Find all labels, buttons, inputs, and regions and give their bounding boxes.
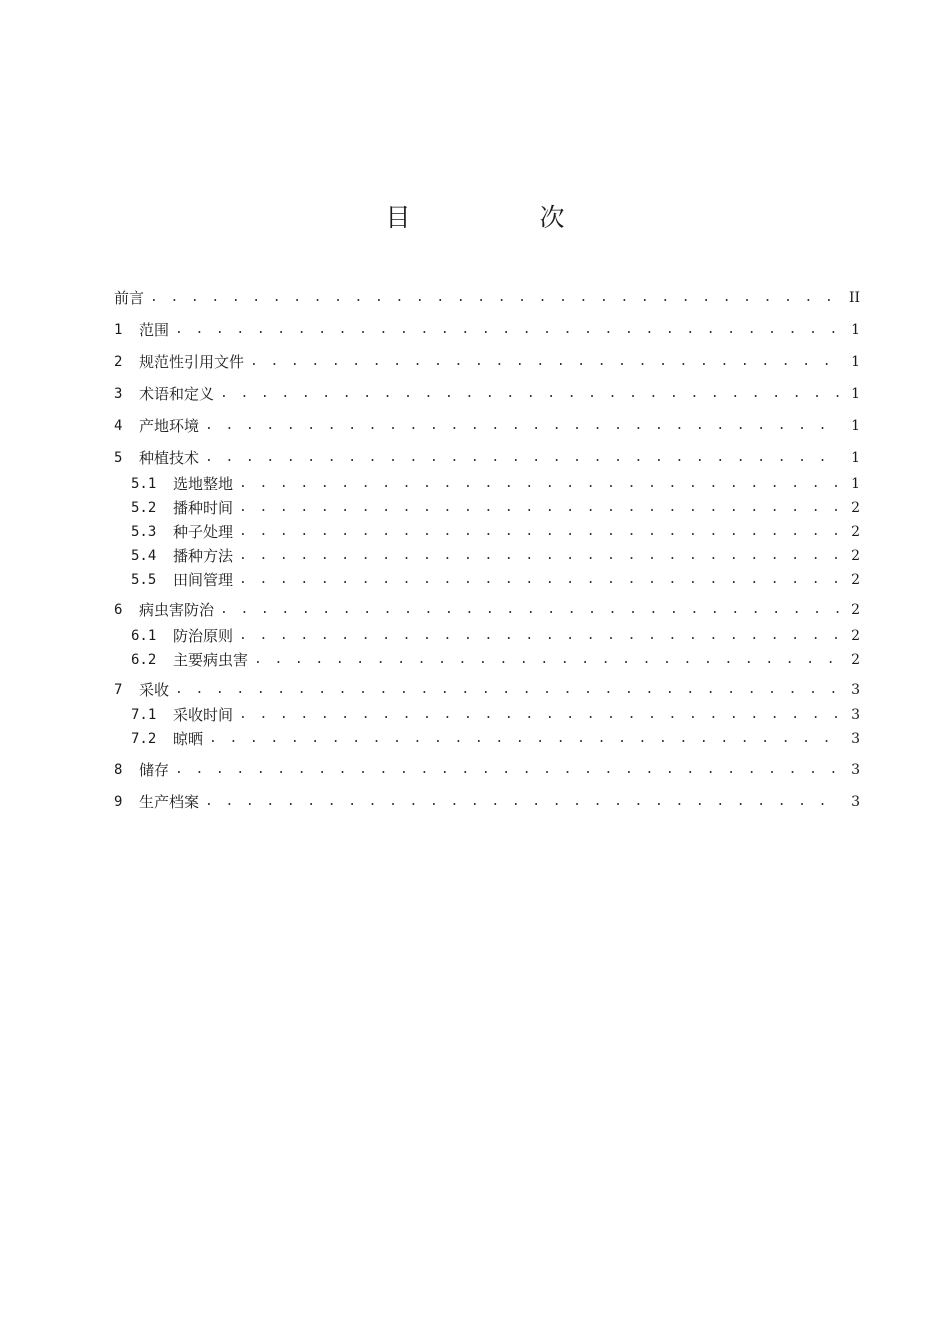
toc-label: 田间管理 <box>173 571 234 589</box>
toc-number: 9 <box>114 794 123 810</box>
toc-leader <box>175 758 842 782</box>
toc-label: 防治原则 <box>173 627 234 645</box>
toc-leader <box>150 286 842 310</box>
toc-number: 3 <box>114 386 123 402</box>
toc-entry[interactable] <box>114 446 860 470</box>
toc-page: 2 <box>851 628 860 644</box>
toc-page: 1 <box>851 322 860 338</box>
toc-label: 晾晒 <box>173 730 204 748</box>
toc-label: 播种时间 <box>173 499 234 517</box>
toc-label: 产地环境 <box>139 417 200 435</box>
toc-leader <box>205 414 842 438</box>
toc-subentry[interactable] <box>131 472 860 496</box>
toc-page: 2 <box>851 652 860 668</box>
toc-page: II <box>848 290 860 306</box>
toc-page: 1 <box>851 450 860 466</box>
toc-leader <box>239 703 842 727</box>
toc-entry[interactable] <box>114 790 860 814</box>
toc-entry[interactable] <box>114 350 860 374</box>
toc-number: 6.1 <box>131 628 157 644</box>
toc-page: 2 <box>851 548 860 564</box>
toc-label: 前言 <box>114 289 145 307</box>
toc-label: 病虫害防治 <box>139 601 215 619</box>
toc-page: 2 <box>851 524 860 540</box>
toc-label: 生产档案 <box>139 793 200 811</box>
toc-subentry[interactable] <box>131 520 860 544</box>
toc-leader <box>254 648 842 672</box>
toc-leader <box>239 624 842 648</box>
toc-number: 7.1 <box>131 707 157 723</box>
toc-label: 术语和定义 <box>139 385 215 403</box>
toc-number: 7.2 <box>131 731 157 747</box>
toc-number: 5.5 <box>131 572 157 588</box>
toc-label: 采收时间 <box>173 706 234 724</box>
toc-leader <box>209 727 842 751</box>
page-title: 目 次 <box>385 203 617 232</box>
toc-label: 主要病虫害 <box>173 651 249 669</box>
toc-number: 4 <box>114 418 123 434</box>
toc-number: 7 <box>114 682 123 698</box>
toc-subentry[interactable] <box>131 648 860 672</box>
toc-leader <box>220 382 842 406</box>
toc-page: 2 <box>851 602 860 618</box>
toc-leader <box>239 472 842 496</box>
toc-entry[interactable] <box>114 382 860 406</box>
toc-page: 2 <box>851 500 860 516</box>
toc-subentry[interactable] <box>131 703 860 727</box>
toc-number: 5.1 <box>131 476 157 492</box>
toc-number: 1 <box>114 322 123 338</box>
toc-leader <box>205 446 842 470</box>
toc-page: 3 <box>851 762 860 778</box>
toc-page: 1 <box>851 418 860 434</box>
toc-number: 5.2 <box>131 500 157 516</box>
toc-page: 3 <box>851 707 860 723</box>
toc-subentry[interactable] <box>131 624 860 648</box>
toc-entry[interactable] <box>114 598 860 622</box>
toc-entry[interactable] <box>114 286 860 310</box>
toc-page: 2 <box>851 572 860 588</box>
toc-leader <box>205 790 842 814</box>
toc-leader <box>175 678 842 702</box>
toc-leader <box>250 350 842 374</box>
toc-leader <box>239 568 842 592</box>
toc-leader <box>175 318 842 342</box>
toc-number: 6 <box>114 602 123 618</box>
toc-subentry[interactable] <box>131 727 860 751</box>
toc-entry[interactable] <box>114 678 860 702</box>
toc-number: 5.4 <box>131 548 157 564</box>
toc-number: 8 <box>114 762 123 778</box>
toc-leader <box>239 496 842 520</box>
toc-page: 3 <box>851 731 860 747</box>
toc-number: 5.3 <box>131 524 157 540</box>
toc-entry[interactable] <box>114 758 860 782</box>
toc-label: 种植技术 <box>139 449 200 467</box>
toc-entry[interactable] <box>114 414 860 438</box>
toc-page: 1 <box>851 354 860 370</box>
toc-leader <box>239 544 842 568</box>
toc-subentry[interactable] <box>131 496 860 520</box>
toc-page: 1 <box>851 386 860 402</box>
toc-subentry[interactable] <box>131 544 860 568</box>
toc-label: 播种方法 <box>173 547 234 565</box>
toc-entry[interactable] <box>114 318 860 342</box>
toc-label: 选地整地 <box>173 475 234 493</box>
toc-page: 1 <box>851 476 860 492</box>
toc-label: 范围 <box>139 321 170 339</box>
toc-number: 5 <box>114 450 123 466</box>
toc-number: 6.2 <box>131 652 157 668</box>
toc-subentry[interactable] <box>131 568 860 592</box>
toc-label: 规范性引用文件 <box>139 353 245 371</box>
toc-page: 3 <box>851 682 860 698</box>
toc-page: 3 <box>851 794 860 810</box>
toc-leader <box>239 520 842 544</box>
toc-leader <box>220 598 842 622</box>
toc-label: 种子处理 <box>173 523 234 541</box>
toc-number: 2 <box>114 354 123 370</box>
toc-label: 采收 <box>139 681 170 699</box>
toc-label: 储存 <box>139 761 170 779</box>
